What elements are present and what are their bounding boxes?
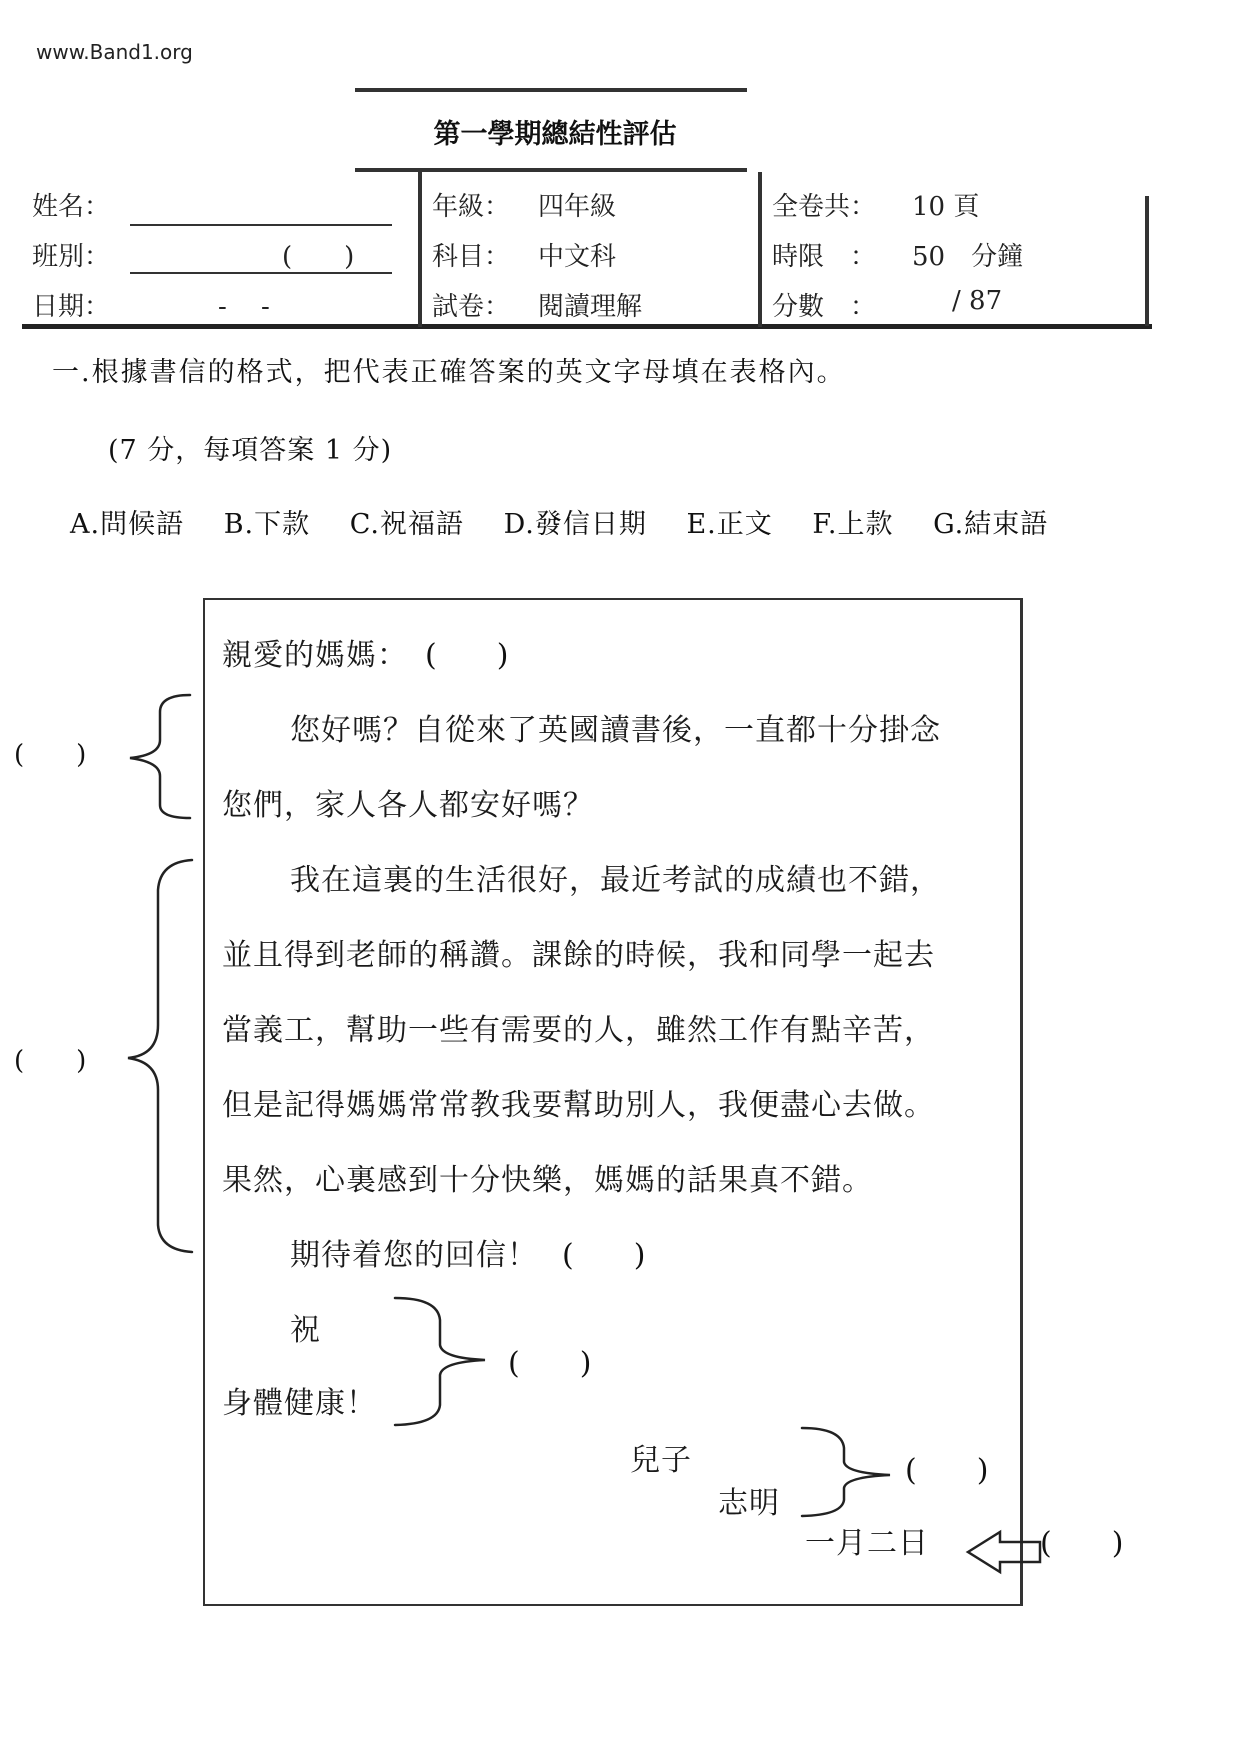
sign-brace bbox=[802, 1428, 890, 1516]
sign-answer-blank[interactable]: ( ) bbox=[905, 1453, 989, 1488]
body-line-2: 並且得到老師的稱讚。課餘的時候，我和同學一起去 bbox=[222, 938, 935, 973]
time-value: 50 分鐘 bbox=[912, 242, 1024, 272]
pages-value: 10 頁 bbox=[912, 192, 980, 222]
body-line-3: 當義工，幫助一些有需要的人，雖然工作有點辛苦， bbox=[222, 1013, 935, 1048]
question-instruction: 一.根據書信的格式，把代表正確答案的英文字母填在表格內。 bbox=[52, 357, 846, 388]
body-brace bbox=[128, 860, 192, 1252]
wish-line-2: 身體健康！ bbox=[222, 1386, 377, 1421]
time-label: 時限 ： bbox=[772, 242, 877, 272]
name-label: 姓名： bbox=[32, 192, 111, 222]
greeting-answer-blank[interactable]: ( ) bbox=[14, 740, 87, 770]
option-b: B.下款 bbox=[223, 509, 311, 540]
date-arrow-icon bbox=[968, 1532, 1040, 1572]
closing-line: 期待着您的回信！ bbox=[290, 1238, 538, 1273]
subject-value: 中文科 bbox=[538, 242, 617, 272]
body-answer-blank[interactable]: ( ) bbox=[14, 1046, 87, 1076]
letter-salutation: 親愛的媽媽： bbox=[222, 638, 408, 673]
wish-answer-blank[interactable]: ( ) bbox=[508, 1346, 592, 1381]
option-g: G.結束語 bbox=[933, 509, 1049, 540]
paper-label: 試卷： bbox=[432, 292, 511, 322]
option-e: E.正文 bbox=[686, 509, 773, 540]
letter-date: 一月二日 bbox=[805, 1526, 929, 1561]
class-label: 班別： bbox=[32, 242, 111, 272]
date-label: 日期： bbox=[32, 292, 111, 322]
option-a: A.問候語 bbox=[70, 509, 185, 540]
score-label: 分數 ： bbox=[772, 292, 877, 322]
greeting-line-2: 您們，家人各人都安好嗎？ bbox=[222, 788, 594, 823]
body-line-1: 我在這裏的生活很好，最近考試的成績也不錯， bbox=[290, 863, 941, 898]
sign-line-1: 兒子 bbox=[630, 1443, 692, 1478]
greeting-brace bbox=[130, 695, 190, 818]
question-points: (7 分，每項答案 1 分) bbox=[108, 435, 393, 466]
date-field[interactable]: - - bbox=[218, 292, 270, 322]
paper-value: 閱讀理解 bbox=[538, 292, 643, 322]
class-number-paren: ( ) bbox=[282, 242, 355, 272]
sign-line-2: 志明 bbox=[718, 1486, 780, 1521]
score-value: / 87 bbox=[952, 286, 1003, 316]
body-line-5: 果然，心裏感到十分快樂，媽媽的話果真不錯。 bbox=[222, 1163, 873, 1198]
site-url: www.Band1.org bbox=[36, 40, 193, 64]
option-d: D.發信日期 bbox=[503, 509, 647, 540]
wish-brace bbox=[395, 1298, 485, 1425]
date-answer-blank[interactable]: ( ) bbox=[1040, 1526, 1124, 1561]
body-line-4: 但是記得媽媽常常教我要幫助別人，我便盡心去做。 bbox=[222, 1088, 935, 1123]
salutation-answer-blank[interactable]: ( ) bbox=[425, 638, 509, 673]
closing-answer-blank[interactable]: ( ) bbox=[562, 1238, 646, 1273]
grade-value: 四年級 bbox=[538, 192, 617, 222]
greeting-line-1: 您好嗎？自從來了英國讀書後，一直都十分掛念 bbox=[290, 713, 941, 748]
grade-label: 年級： bbox=[432, 192, 511, 222]
wish-line-1: 祝 bbox=[290, 1313, 321, 1348]
page-title: 第一學期總結性評估 bbox=[433, 119, 677, 150]
subject-label: 科目： bbox=[432, 242, 511, 272]
option-f: F.上款 bbox=[812, 509, 894, 540]
pages-label: 全卷共： bbox=[772, 192, 877, 222]
option-c: C.祝福語 bbox=[349, 509, 464, 540]
